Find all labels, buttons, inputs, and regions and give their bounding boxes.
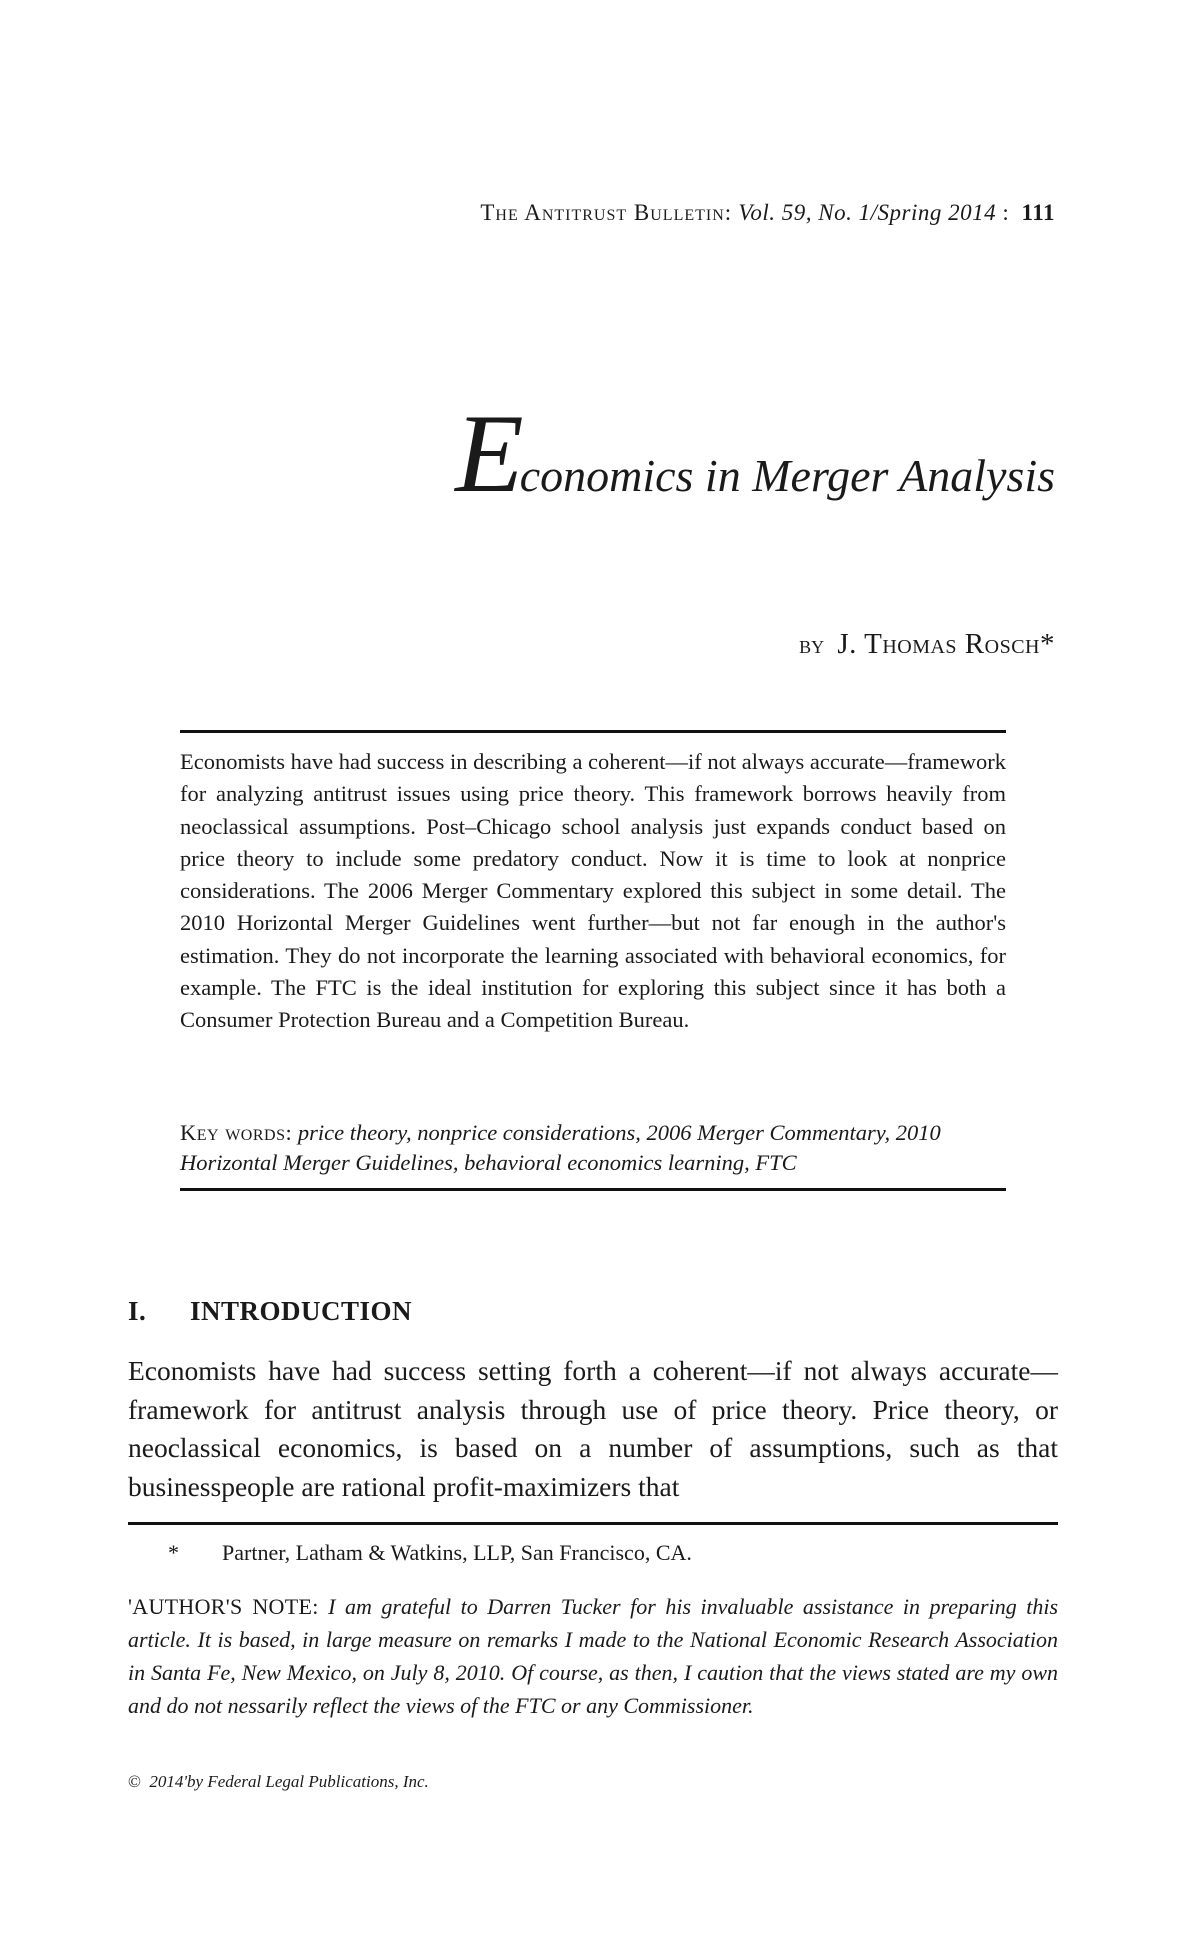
author-name: J. Thomas Rosch* (837, 628, 1055, 660)
copyright-line (128, 1772, 429, 1792)
byline-by: by (799, 632, 825, 659)
issue-info: Vol. 59, No. 1/Spring 2014 (738, 200, 997, 225)
keywords-list: price theory, nonprice considerations, 2006 Merger Commentary, 2010 Horizontal Merger Guidelines, behavioral economics learning, FTC (180, 1120, 941, 1175)
author-note-label: 'AUTHOR'S NOTE: (128, 1594, 319, 1619)
author-note-text: I am grateful to Darren Tucker for his invaluable assistance in preparing this article. It is based, in large measure on remarks I made to the National Economic Research Association in Santa Fe, New Mexico, on July 8, 2010. Of course, as then, I caution that the views stated are my own and do not nessarily reflect the views of the FTC or any Commissioner. (128, 1594, 1059, 1718)
footnote-mark: * (168, 1540, 179, 1565)
body-paragraph: Economists have had success setting forth a coherent—if not always accurate—framework for antitrust analysis through use of price theory. Price theory, or neoclassical economics, is based on a number of assumptions, such as that businesspeople are rational profit-maximizers that (128, 1355, 1058, 1502)
abstract-text: Economists have had success in describing a coherent—if not always accurate—framework for analyzing antitrust issues using price theory. This framework borrows heavily from neoclassical assumptions. Post–Chicago school analysis just expands conduct based on price theory to include some predatory conduct. Now it is time to look at nonprice considerations. The 2006 Merger Commentary explored this subject in some detail. The 2010 Horizontal Merger Guidelines went further—but not far enough in the author's estimation. They do not incorporate the learning associated with behavioral economics, for example. The FTC is the ideal institution for exploring this subject since it has both a Consumer Protection Bureau and a Competition Bureau. (180, 749, 1006, 1033)
copyright-symbol: © (128, 1772, 141, 1791)
copyright-text: 2014'by Federal Legal Publications, Inc. (149, 1772, 429, 1791)
footnote-rule (128, 1522, 1058, 1525)
footnote (168, 1540, 692, 1566)
footnote-text: Partner, Latham & Watkins, LLP, San Francisco, CA. (222, 1540, 692, 1565)
abstract-bottom-rule (180, 1188, 1006, 1191)
running-head-separator: : (1002, 200, 1010, 225)
section-title: INTRODUCTION (190, 1296, 413, 1326)
keywords-label: Key words: (180, 1120, 293, 1145)
journal-name: The Antitrust Bulletin: (480, 200, 733, 225)
title-rest: conomics in Merger Analysis (519, 450, 1055, 501)
article-title (0, 392, 1055, 516)
keywords (180, 1118, 1006, 1178)
byline (0, 628, 1055, 661)
abstract-top-rule (180, 730, 1006, 733)
section-heading (128, 1296, 412, 1327)
section-number: I. (128, 1296, 147, 1326)
page-number: 111 (1021, 200, 1055, 225)
running-head (0, 200, 1055, 226)
title-initial: E (455, 392, 524, 516)
author-note (128, 1590, 1058, 1722)
